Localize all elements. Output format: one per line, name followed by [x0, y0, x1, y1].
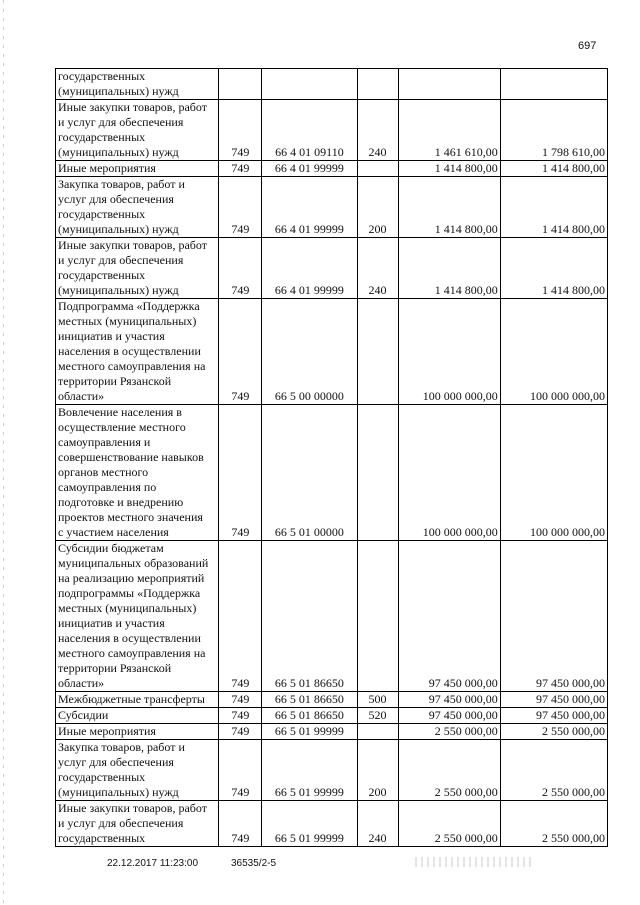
- row-code-cell: 749: [219, 541, 262, 692]
- row-amount-1-cell: 100 000 000,00: [398, 299, 500, 405]
- row-name-cell: Иные мероприятия: [56, 161, 219, 177]
- row-code-cell: 749: [219, 238, 262, 299]
- row-expense-type-cell: 240: [357, 100, 398, 161]
- footer-doc-code: 36535/2-5: [231, 858, 277, 869]
- row-amount-1-cell: 1 414 800,00: [398, 161, 500, 177]
- row-amount-2-cell: 1 414 800,00: [500, 238, 607, 299]
- row-amount-1-cell: [398, 69, 500, 100]
- row-amount-1-cell: 2 550 000,00: [398, 740, 500, 801]
- row-code-cell: 749: [219, 100, 262, 161]
- table-row: [56, 299, 608, 405]
- table-row: [56, 405, 608, 541]
- row-name-cell: Субсидии бюджетам муниципальных образований на реализацию мероприятий подпрограммы «Поддержка местных (муниципальных) инициатив и участия населения в осуществлении местного самоуправления на территории Рязанской области»: [56, 541, 219, 692]
- row-amount-2-cell: 2 550 000,00: [500, 724, 607, 740]
- row-name-cell: Субсидии: [56, 708, 219, 724]
- row-expense-type-cell: [357, 541, 398, 692]
- row-name-cell: Закупка товаров, работ и услуг для обеспечения государственных (муниципальных) нужд: [56, 177, 219, 238]
- table-row: [56, 100, 608, 161]
- row-target-article-cell: [262, 69, 357, 100]
- row-name-cell: Иные закупки товаров, работ и услуг для обеспечения государственных (муниципальных) нужд: [56, 100, 219, 161]
- row-amount-1-cell: 100 000 000,00: [398, 405, 500, 541]
- row-name-cell: Подпрограмма «Поддержка местных (муниципальных) инициатив и участия населения в осуществлении местного самоуправления на территории Рязанской области»: [56, 299, 219, 405]
- row-amount-1-cell: 97 450 000,00: [398, 541, 500, 692]
- row-expense-type-cell: [357, 161, 398, 177]
- row-amount-1-cell: 1 414 800,00: [398, 238, 500, 299]
- table-row: [56, 708, 608, 724]
- row-amount-1-cell: 97 450 000,00: [398, 692, 500, 708]
- row-target-article-cell: 66 5 01 99999: [262, 724, 357, 740]
- row-code-cell: 749: [219, 740, 262, 801]
- row-expense-type-cell: 240: [357, 801, 398, 847]
- row-amount-2-cell: 100 000 000,00: [500, 405, 607, 541]
- scan-smudge: [415, 857, 535, 867]
- table-row: [56, 724, 608, 740]
- row-amount-2-cell: 97 450 000,00: [500, 541, 607, 692]
- row-expense-type-cell: 200: [357, 177, 398, 238]
- row-expense-type-cell: [357, 724, 398, 740]
- row-target-article-cell: 66 4 01 99999: [262, 238, 357, 299]
- row-target-article-cell: 66 4 01 99999: [262, 161, 357, 177]
- row-code-cell: 749: [219, 692, 262, 708]
- table-row: [56, 740, 608, 801]
- table-row: [56, 161, 608, 177]
- budget-table: [55, 68, 608, 847]
- row-name-cell: Иные мероприятия: [56, 724, 219, 740]
- row-target-article-cell: 66 5 01 86650: [262, 541, 357, 692]
- row-code-cell: 749: [219, 177, 262, 238]
- row-target-article-cell: 66 5 01 00000: [262, 405, 357, 541]
- row-amount-1-cell: 2 550 000,00: [398, 724, 500, 740]
- row-amount-2-cell: 1 414 800,00: [500, 177, 607, 238]
- row-amount-2-cell: [500, 69, 607, 100]
- row-amount-2-cell: 100 000 000,00: [500, 299, 607, 405]
- row-expense-type-cell: 240: [357, 238, 398, 299]
- table-row: [56, 69, 608, 100]
- row-expense-type-cell: [357, 299, 398, 405]
- row-name-cell: Вовлечение населения в осуществление местного самоуправления и совершенствование навыков органов местного самоуправления по подготовке и внедрению проектов местного значения с участием населения: [56, 405, 219, 541]
- row-name-cell: Иные закупки товаров, работ и услуг для обеспечения государственных (муниципальных) нужд: [56, 238, 219, 299]
- row-amount-2-cell: 1 414 800,00: [500, 161, 607, 177]
- table-row: [56, 541, 608, 692]
- row-expense-type-cell: 500: [357, 692, 398, 708]
- row-code-cell: 749: [219, 299, 262, 405]
- row-amount-2-cell: 2 550 000,00: [500, 801, 607, 847]
- row-amount-1-cell: 1 461 610,00: [398, 100, 500, 161]
- row-name-cell: Межбюджетные трансферты: [56, 692, 219, 708]
- row-amount-2-cell: 97 450 000,00: [500, 708, 607, 724]
- row-target-article-cell: 66 4 01 99999: [262, 177, 357, 238]
- row-code-cell: 749: [219, 161, 262, 177]
- row-expense-type-cell: [357, 405, 398, 541]
- row-amount-2-cell: 97 450 000,00: [500, 692, 607, 708]
- row-amount-1-cell: 2 550 000,00: [398, 801, 500, 847]
- page-number: 697: [578, 40, 597, 52]
- row-name-cell: Закупка товаров, работ и услуг для обеспечения государственных (муниципальных) нужд: [56, 740, 219, 801]
- row-expense-type-cell: 520: [357, 708, 398, 724]
- row-code-cell: 749: [219, 801, 262, 847]
- row-code-cell: 749: [219, 708, 262, 724]
- row-amount-1-cell: 97 450 000,00: [398, 708, 500, 724]
- row-target-article-cell: 66 5 01 86650: [262, 692, 357, 708]
- table-row: [56, 238, 608, 299]
- row-code-cell: 749: [219, 405, 262, 541]
- row-target-article-cell: 66 4 01 09110: [262, 100, 357, 161]
- scan-edge-artifact: [3, 0, 4, 905]
- row-expense-type-cell: [357, 69, 398, 100]
- row-amount-1-cell: 1 414 800,00: [398, 177, 500, 238]
- row-target-article-cell: 66 5 01 99999: [262, 740, 357, 801]
- row-amount-2-cell: 2 550 000,00: [500, 740, 607, 801]
- row-expense-type-cell: 200: [357, 740, 398, 801]
- row-name-cell: государственных (муниципальных) нужд: [56, 69, 219, 100]
- table-row: [56, 801, 608, 847]
- table-row: [56, 692, 608, 708]
- row-target-article-cell: 66 5 00 00000: [262, 299, 357, 405]
- budget-table-body: [56, 69, 608, 847]
- table-row: [56, 177, 608, 238]
- row-target-article-cell: 66 5 01 99999: [262, 801, 357, 847]
- row-code-cell: 749: [219, 724, 262, 740]
- row-code-cell: [219, 69, 262, 100]
- row-target-article-cell: 66 5 01 86650: [262, 708, 357, 724]
- footer-datetime: 22.12.2017 11:23:00: [107, 858, 199, 869]
- row-name-cell: Иные закупки товаров, работ и услуг для обеспечения государственных: [56, 801, 219, 847]
- row-amount-2-cell: 1 798 610,00: [500, 100, 607, 161]
